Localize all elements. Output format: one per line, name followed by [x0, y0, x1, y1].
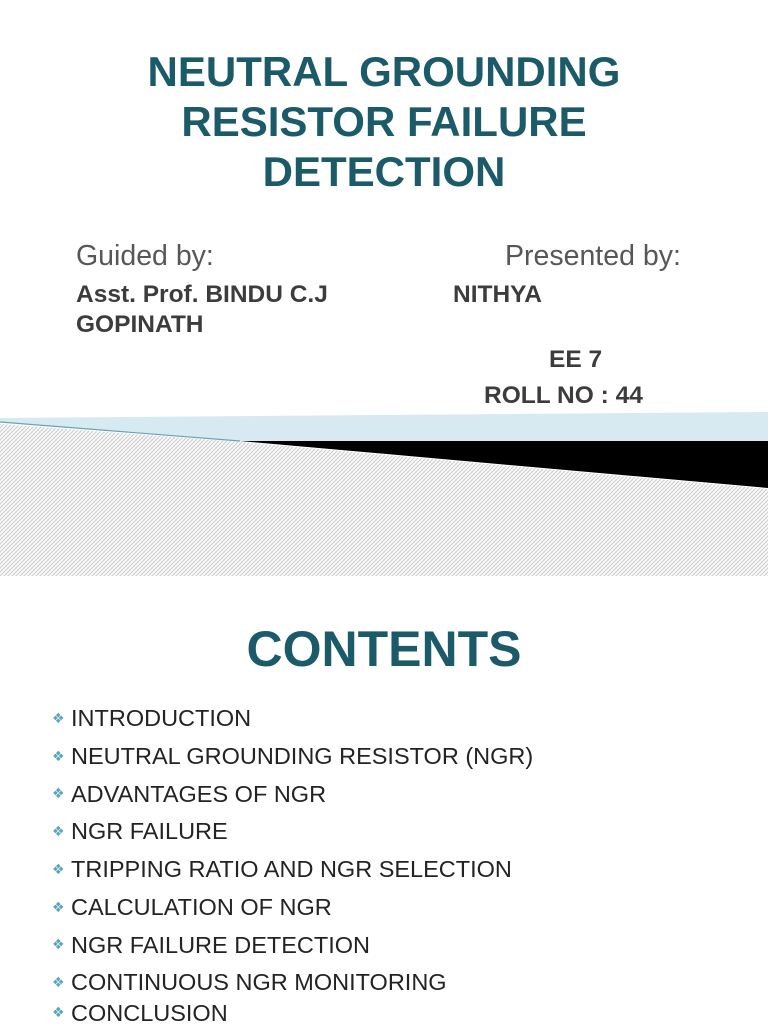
- contents-list-item: [52, 738, 533, 776]
- contents-list-item: [52, 700, 533, 738]
- contents-list: [52, 700, 533, 1024]
- diamond-bullet-icon: [52, 976, 71, 990]
- guide-name: Asst. Prof. BINDU C.J: [76, 281, 328, 308]
- contents-slide: [0, 576, 768, 1024]
- diamond-bullet-icon: [52, 712, 71, 726]
- contents-item-label: INTRODUCTION: [71, 705, 252, 731]
- contents-title: CONTENTS: [246, 621, 522, 677]
- contents-item-label: TRIPPING RATIO AND NGR SELECTION: [71, 856, 512, 882]
- contents-list-item: [52, 851, 533, 889]
- presentation-title: [0, 47, 768, 197]
- contents-list-item: [52, 776, 533, 814]
- presenter-class: EE 7: [549, 345, 603, 373]
- diamond-bullet-icon: [52, 901, 71, 915]
- contents-item-label: CONCLUSION: [71, 1000, 228, 1024]
- title-line: NEUTRAL GROUNDING: [147, 48, 621, 95]
- contents-list-item: [52, 964, 533, 1002]
- contents-item-label: CONTINUOUS NGR MONITORING: [71, 969, 447, 996]
- title-line: DETECTION: [262, 148, 506, 195]
- contents-list-item: [52, 813, 533, 851]
- diamond-bullet-icon: [52, 863, 71, 877]
- contents-item-label: ADVANTAGES OF NGR: [71, 780, 327, 807]
- diamond-bullet-icon: [52, 787, 71, 801]
- presenter-name: NITHYA: [453, 281, 542, 308]
- diamond-bullet-icon: [52, 938, 71, 952]
- presented-by-label: Presented by:: [505, 240, 681, 272]
- presenter-roll-number: ROLL NO : 44: [484, 381, 643, 409]
- contents-item-label: NEUTRAL GROUNDING RESISTOR (NGR): [71, 742, 534, 769]
- contents-item-label: NGR FAILURE DETECTION: [71, 931, 371, 958]
- guide-name-continued: GOPINATH: [76, 310, 204, 338]
- diamond-bullet-icon: [52, 825, 71, 839]
- title-line: RESISTOR FAILURE: [181, 98, 587, 145]
- contents-list-item: [52, 1002, 533, 1024]
- contents-list-item: [52, 889, 533, 927]
- contents-item-label: NGR FAILURE: [71, 818, 228, 845]
- guided-by-label: Guided by:: [76, 240, 214, 272]
- diamond-bullet-icon: [52, 1006, 71, 1020]
- contents-list-item: [52, 927, 533, 965]
- contents-item-label: CALCULATION OF NGR: [71, 893, 332, 920]
- diamond-bullet-icon: [52, 750, 71, 764]
